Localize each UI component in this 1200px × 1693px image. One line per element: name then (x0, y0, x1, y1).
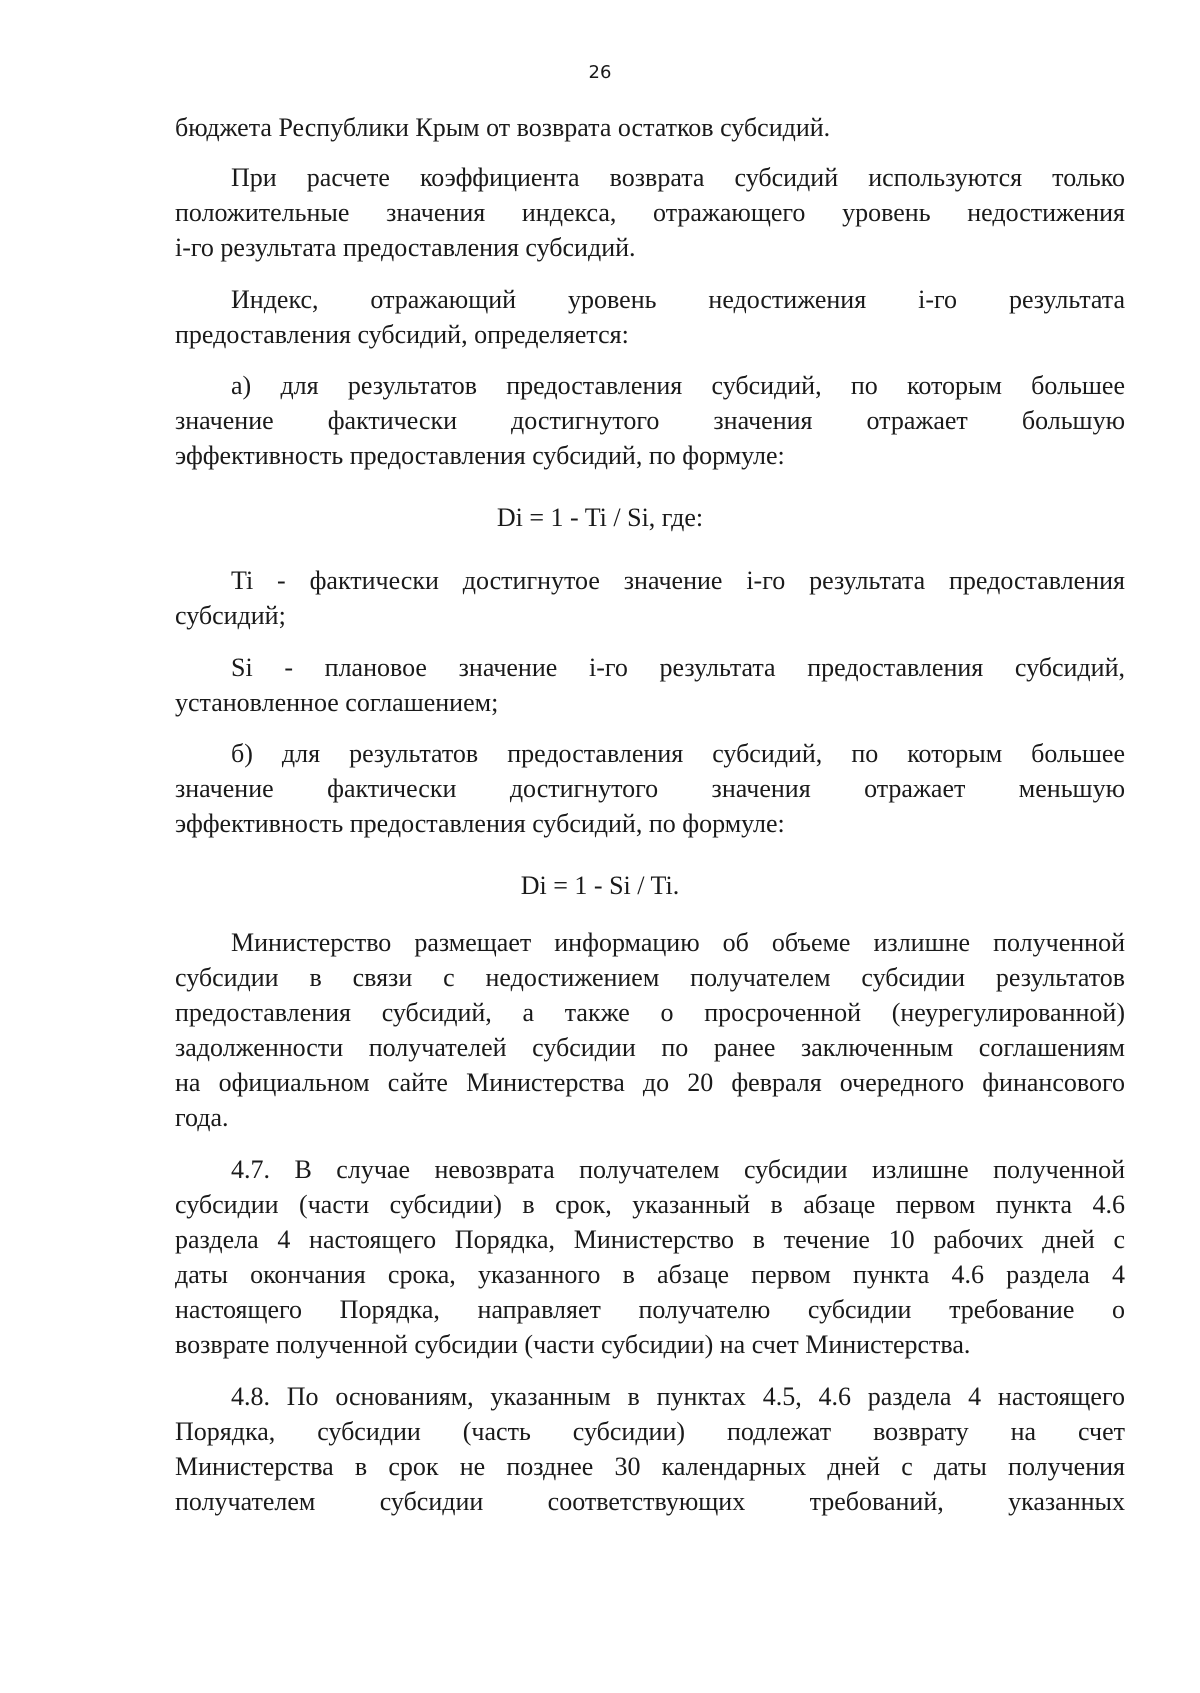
text-line: возврате полученной субсидии (части субсидии) на счет Министерства. (175, 1330, 971, 1359)
text-line: Министерство размещает информацию об объеме излишне полученной (231, 928, 1125, 957)
text-line: раздела 4 настоящего Порядка, Министерство в течение 10 рабочих дней с (175, 1225, 1125, 1254)
text-line: получателем субсидии соответствующих требований, указанных (175, 1487, 1125, 1516)
text-line: субсидий; (175, 601, 286, 630)
text-line: на официальном сайте Министерства до 20 февраля очередного финансового (175, 1068, 1125, 1097)
text-line: Министерства в срок не позднее 30 календарных дней с даты получения (175, 1452, 1125, 1481)
text-line: эффективность предоставления субсидий, по формуле: (175, 809, 785, 838)
text-line: Ti - фактически достигнутое значение i-го результата предоставления (231, 566, 1125, 595)
text-line: i-го результата предоставления субсидий. (175, 233, 636, 262)
text-line: б) для результатов предоставления субсидий, по которым большее (231, 739, 1125, 768)
text-line: бюджета Республики Крым от возврата остатков субсидий. (175, 113, 831, 142)
text-line: задолженности получателей субсидии по ранее заключенным соглашениям (175, 1033, 1125, 1062)
text-line: установленное соглашением; (175, 688, 499, 717)
text-line: предоставления субсидий, определяется: (175, 320, 629, 349)
formula: Di = 1 - Si / Ti. (520, 871, 680, 900)
text-line: субсидии в связи с недостижением получателем субсидии результатов (175, 963, 1125, 992)
text-line: даты окончания срока, указанного в абзаце первом пункта 4.6 раздела 4 (175, 1260, 1125, 1289)
text-line: предоставления субсидий, а также о просроченной (неурегулированной) (175, 998, 1125, 1027)
page-number: 26 (588, 62, 612, 83)
text-line: значение фактически достигнутого значения отражает большую (175, 406, 1125, 435)
text-line: 4.8. По основаниям, указанным в пунктах 4.5, 4.6 раздела 4 настоящего (231, 1382, 1125, 1411)
text-line: года. (175, 1103, 229, 1132)
text-line: субсидии (части субсидии) в срок, указанный в абзаце первом пункта 4.6 (175, 1190, 1125, 1219)
text-line: Порядка, субсидии (часть субсидии) подлежат возврату на счет (175, 1417, 1125, 1446)
text-line: значение фактически достигнутого значения отражает меньшую (175, 774, 1125, 803)
text-line: При расчете коэффициента возврата субсидий используются только (231, 163, 1125, 192)
text-line: 4.7. В случае невозврата получателем субсидии излишне полученной (231, 1155, 1125, 1184)
text-line: Si - плановое значение i-го результата предоставления субсидий, (231, 653, 1125, 682)
text-line: эффективность предоставления субсидий, по формуле: (175, 441, 785, 470)
text-line: а) для результатов предоставления субсидий, по которым большее (231, 371, 1125, 400)
text-line: настоящего Порядка, направляет получателю субсидии требование о (175, 1295, 1125, 1324)
text-line: Индекс, отражающий уровень недостижения i-го результата (231, 285, 1125, 314)
text-line: положительные значения индекса, отражающего уровень недостижения (175, 198, 1125, 227)
formula: Di = 1 - Ti / Si, где: (496, 503, 704, 532)
